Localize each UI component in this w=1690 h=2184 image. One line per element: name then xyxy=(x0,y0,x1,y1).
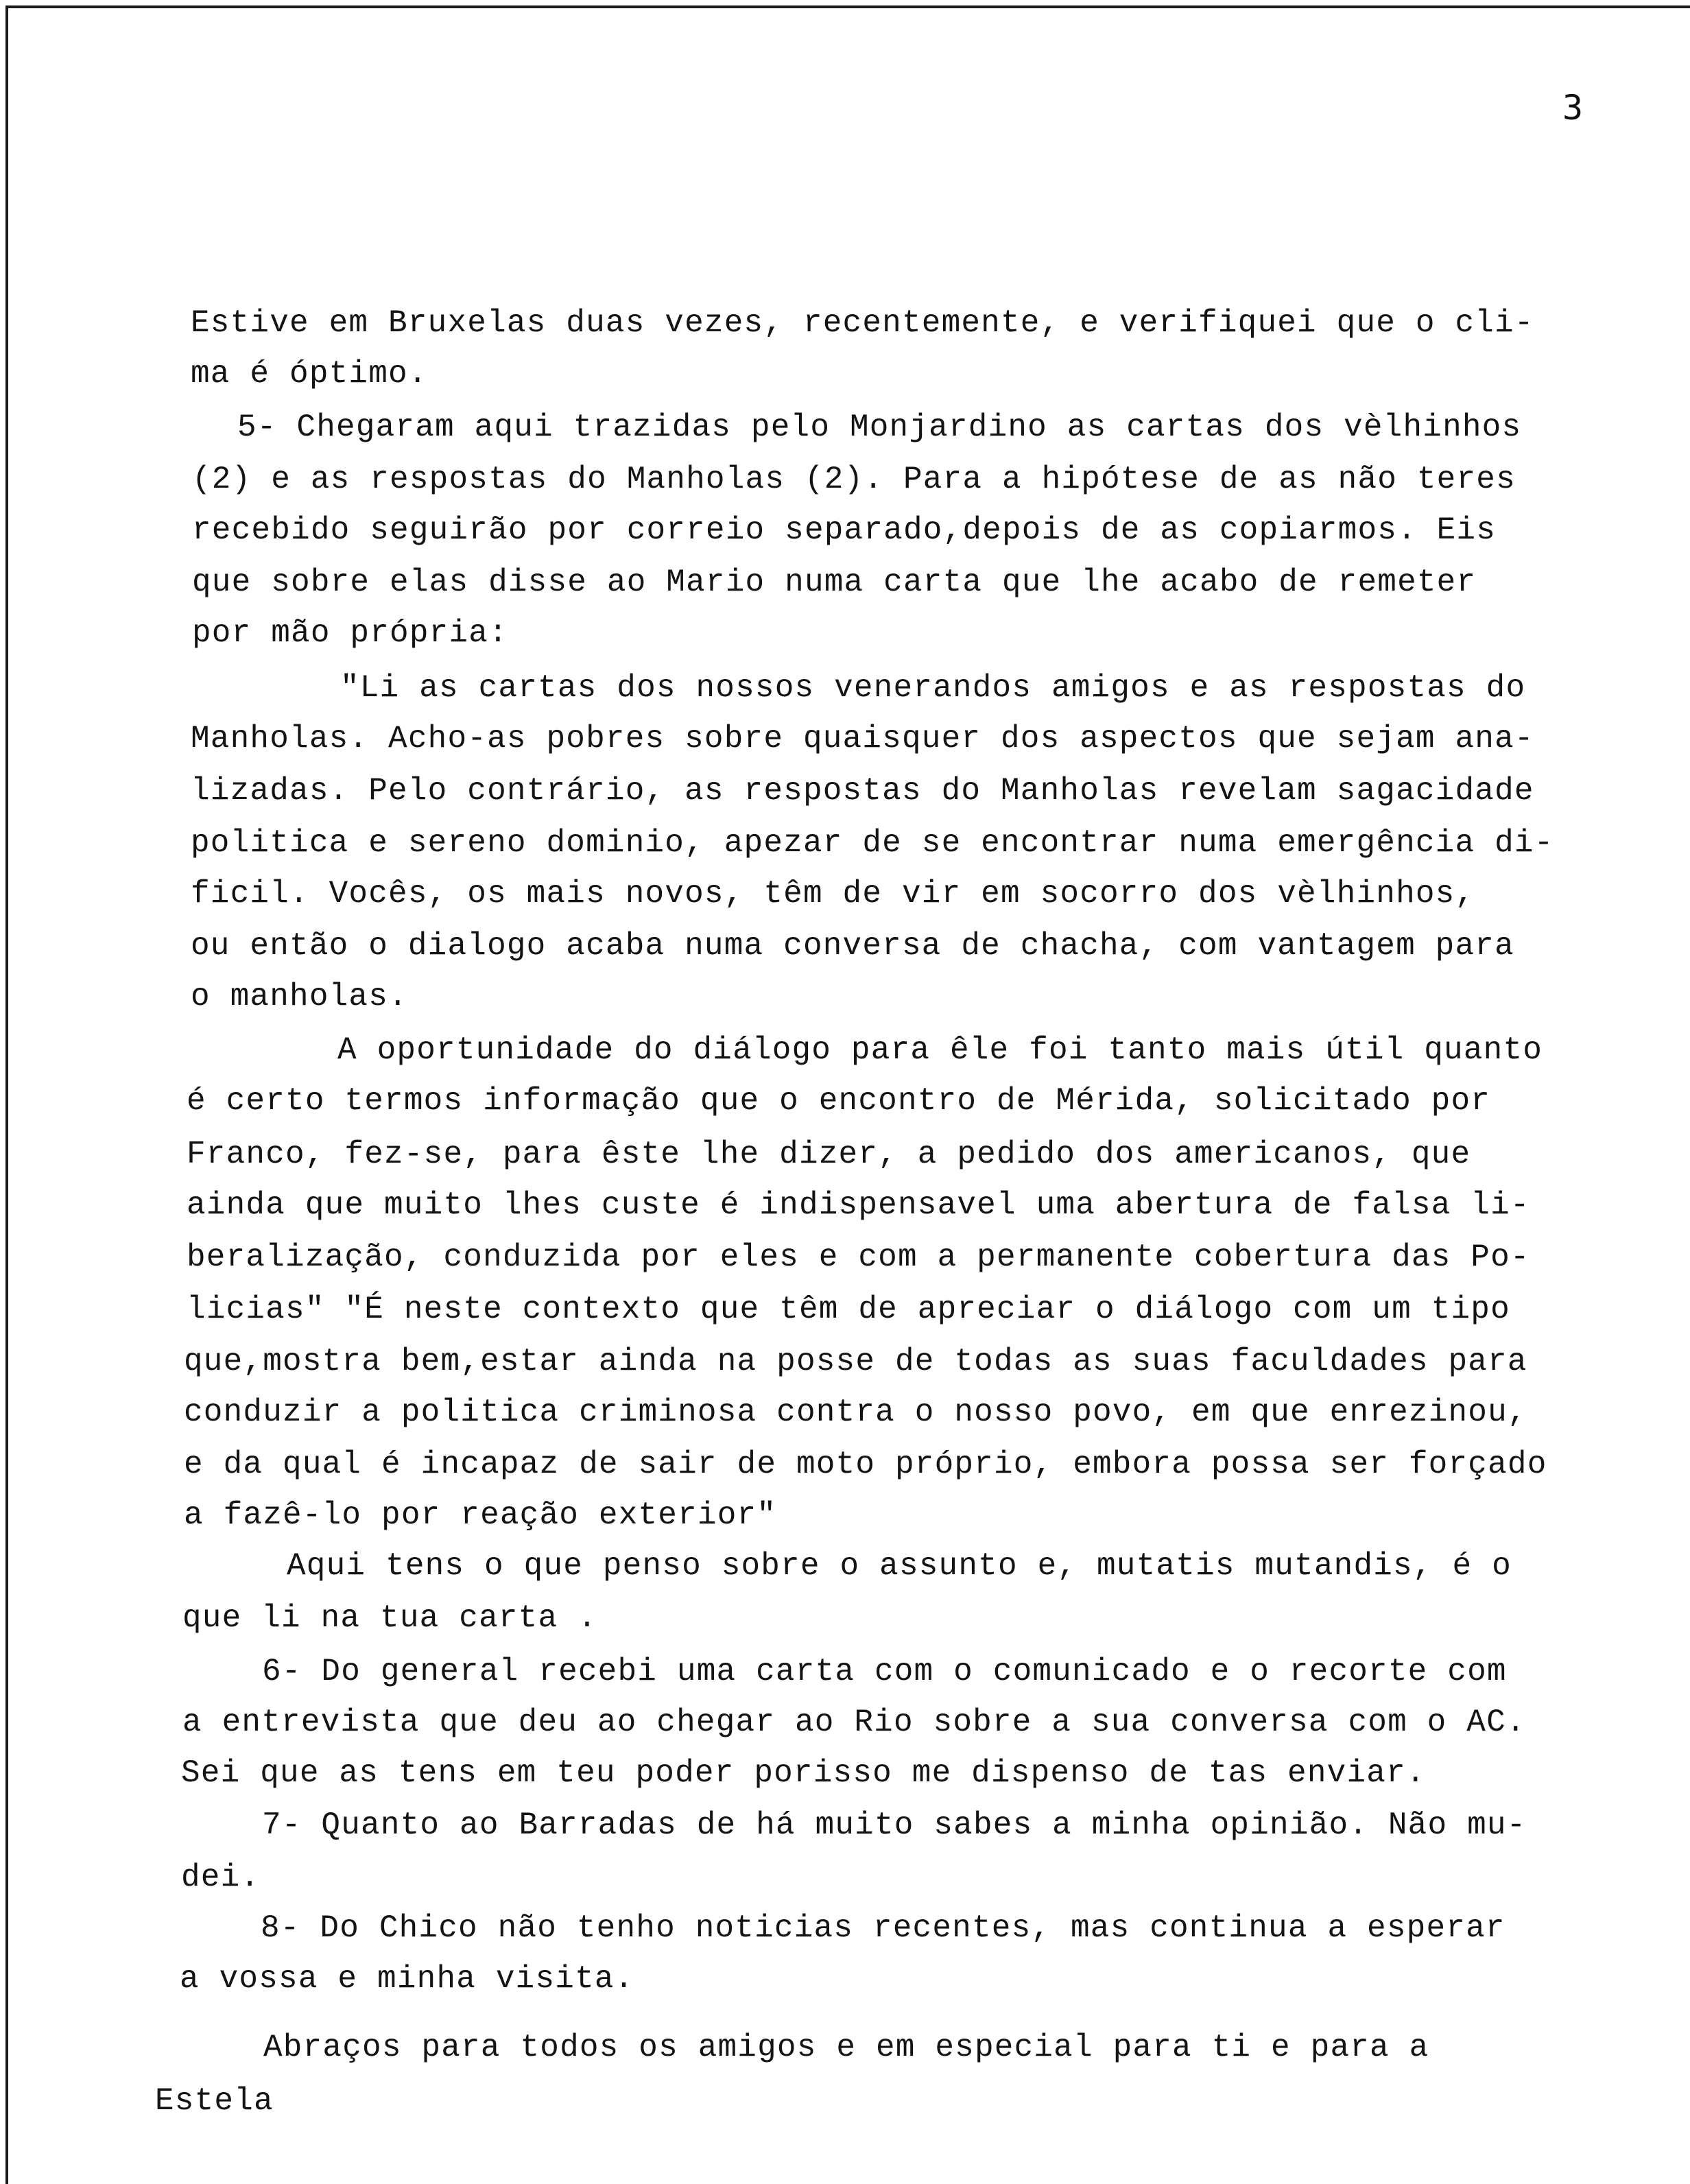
text-line: Estive em Bruxelas duas vezes, recentemente, e verifiquei que o cli- xyxy=(191,305,1534,341)
page-number: 3 xyxy=(1562,88,1584,128)
text-line: (2) e as respostas do Manholas (2). Para a hipótese de as não teres xyxy=(192,462,1516,497)
text-line: Abraços para todos os amigos e em especial para ti e para a xyxy=(263,2030,1429,2065)
text-line: Manholas. Acho-as pobres sobre quaisquer dos aspectos que sejam ana- xyxy=(191,721,1534,757)
page-border-top xyxy=(5,5,1690,8)
text-line: dei. xyxy=(181,1860,261,1895)
text-line: o manholas. xyxy=(191,979,408,1014)
text-line: a vossa e minha visita. xyxy=(180,1961,634,1997)
text-line: que,mostra bem,estar ainda na posse de todas as suas faculdades para xyxy=(184,1344,1527,1379)
text-line: beralização, conduzida por eles e com a permanente cobertura das Po- xyxy=(187,1239,1530,1275)
text-line: que sobre elas disse ao Mario numa carta que lhe acabo de remeter xyxy=(192,565,1477,600)
text-line: conduzir a politica criminosa contra o nosso povo, em que enrezinou, xyxy=(184,1394,1527,1430)
text-line: politica e sereno dominio, apezar de se encontrar numa emergência di- xyxy=(191,825,1554,861)
text-line: licias" "É neste contexto que têm de apreciar o diálogo com um tipo xyxy=(187,1292,1510,1327)
text-line: Estela xyxy=(155,2083,274,2119)
text-line: 6- Do general recebi uma carta com o comunicado e o recorte com xyxy=(262,1654,1507,1689)
text-line: ficil. Vocês, os mais novos, têm de vir em socorro dos vèlhinhos, xyxy=(191,876,1475,912)
text-line: 5- Chegaram aqui trazidas pelo Monjardino as cartas dos vèlhinhos xyxy=(237,410,1522,445)
text-line: 7- Quanto ao Barradas de há muito sabes a minha opinião. Não mu- xyxy=(262,1807,1527,1843)
text-line: A oportunidade do diálogo para êle foi tanto mais útil quanto xyxy=(337,1032,1543,1068)
text-line: e da qual é incapaz de sair de moto próprio, embora possa ser forçado xyxy=(184,1447,1547,1482)
text-line: ma é óptimo. xyxy=(191,356,428,392)
text-line: por mão própria: xyxy=(192,615,508,651)
text-line: ainda que muito lhes custe é indispensavel uma abertura de falsa li- xyxy=(187,1187,1530,1223)
text-line: é certo termos informação que o encontro de Mérida, solicitado por xyxy=(187,1083,1491,1119)
text-line: que li na tua carta . xyxy=(182,1600,597,1636)
text-line: Franco, fez-se, para êste lhe dizer, a pedido dos americanos, que xyxy=(187,1137,1471,1172)
text-line: a entrevista que deu ao chegar ao Rio sobre a sua conversa com o AC. xyxy=(182,1705,1526,1740)
text-line: lizadas. Pelo contrário, as respostas do Manholas revelam sagacidade xyxy=(191,773,1534,809)
text-line: a fazê-lo por reação exterior" xyxy=(184,1497,777,1533)
text-line: 8- Do Chico não tenho noticias recentes, mas continua a esperar xyxy=(261,1910,1505,1946)
text-line: "Li as cartas dos nossos venerandos amigos e as respostas do xyxy=(340,670,1526,706)
text-line: Sei que as tens em teu poder porisso me dispenso de tas enviar. xyxy=(181,1755,1426,1791)
text-line: ou então o dialogo acaba numa conversa de chacha, com vantagem para xyxy=(191,928,1514,964)
text-line: Aqui tens o que penso sobre o assunto e, mutatis mutandis, é o xyxy=(287,1548,1512,1584)
text-line: recebido seguirão por correio separado,depois de as copiarmos. Eis xyxy=(192,512,1497,548)
